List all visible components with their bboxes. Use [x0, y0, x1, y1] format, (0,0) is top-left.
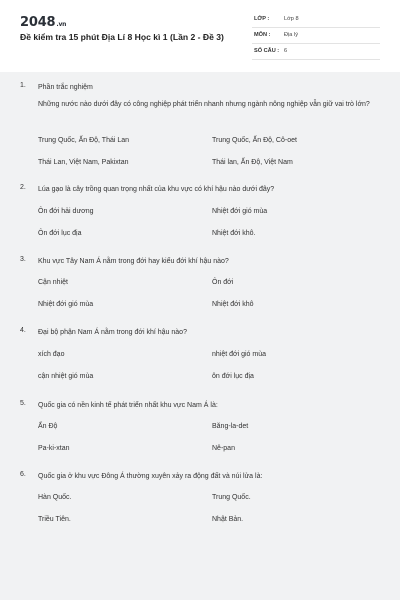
question-number: 2.: [20, 184, 26, 191]
question-text: Lúa gạo là cây trồng quan trọng nhất của khu vực có khí hậu nào dưới đây?: [38, 186, 275, 193]
answer-option[interactable]: Ôn đới hải dương: [38, 208, 94, 215]
answer-option[interactable]: Trung Quốc, Ấn Độ, Cô-oet: [212, 137, 297, 144]
header: [0, 0, 400, 73]
meta-row-class: [252, 12, 380, 28]
section-title: Phần trắc nghiệm: [38, 84, 93, 91]
question-number: 6.: [20, 471, 26, 478]
question-list: [0, 72, 400, 600]
answer-option[interactable]: Thái Lan, Việt Nam, Pakixtan: [38, 159, 129, 166]
answer-option[interactable]: ôn đới lục địa: [212, 373, 254, 380]
meta-key: LỚP :: [254, 16, 270, 22]
question-number: 5.: [20, 400, 26, 407]
answer-option[interactable]: Băng-la-det: [212, 423, 249, 430]
answer-option[interactable]: Nhật Bản.: [212, 516, 244, 523]
meta-value: Địa lý: [284, 32, 298, 38]
answer-option[interactable]: Ấn Độ: [38, 423, 58, 430]
logo-main: 2048: [20, 15, 56, 30]
answer-option[interactable]: nhiệt đới gió mùa: [212, 351, 267, 358]
answer-option[interactable]: Thái lan, Ấn Độ, Việt Nam: [212, 159, 293, 166]
answer-option[interactable]: Trung Quốc, Ấn Độ, Thái Lan: [38, 137, 130, 144]
exam-meta: [252, 12, 380, 60]
question-text: Đại bộ phận Nam Á nằm trong đới khí hậu nào?: [38, 329, 187, 336]
answer-option[interactable]: Nhiệt đới khô.: [212, 230, 256, 237]
meta-value: 6: [284, 48, 288, 54]
question-text: Khu vực Tây Nam Á nằm trong đới hay kiểu đới khí hậu nào?: [38, 258, 229, 265]
answer-option[interactable]: Trung Quốc.: [212, 494, 251, 501]
site-logo[interactable]: [20, 15, 66, 30]
answer-option[interactable]: xích đạo: [38, 351, 65, 358]
question-text: Quốc gia ở khu vực Đông Á thường xuyên xảy ra động đất và núi lửa là:: [38, 473, 263, 480]
answer-option[interactable]: Ôn đới: [212, 279, 234, 286]
answer-option[interactable]: Nhiệt đới gió mùa: [212, 208, 268, 215]
answer-option[interactable]: Nê-pan: [212, 445, 235, 452]
meta-value: Lớp 8: [284, 16, 299, 22]
exam-title: Đề kiểm tra 15 phút Địa Lí 8 Học kì 1 (Lần 2 - Đề 3): [20, 32, 224, 42]
question-number: 3.: [20, 256, 26, 263]
question-text: Quốc gia có nền kinh tế phát triển nhất khu vực Nam Á là:: [38, 402, 218, 409]
answer-option[interactable]: Triều Tiên.: [38, 516, 71, 523]
answer-option[interactable]: Ôn đới lục địa: [38, 230, 82, 237]
logo-suffix: .vn: [56, 21, 67, 28]
answer-option[interactable]: Cận nhiệt: [38, 279, 68, 286]
meta-row-count: [252, 44, 380, 60]
answer-option[interactable]: cận nhiệt gió mùa: [38, 373, 94, 380]
meta-key: MÔN :: [254, 32, 271, 38]
answer-option[interactable]: Pa-ki-xtan: [38, 445, 70, 452]
meta-key: SỐ CÂU :: [254, 48, 280, 54]
answer-option[interactable]: Hàn Quốc.: [38, 494, 72, 501]
meta-row-subject: [252, 28, 380, 44]
answer-option[interactable]: Nhiệt đới khô: [212, 301, 254, 308]
answer-option[interactable]: Nhiệt đới gió mùa: [38, 301, 94, 308]
question-number: 4.: [20, 327, 26, 334]
question-text: Những nước nào dưới đây có công nghiệp phát triển nhanh nhưng ngành nông nghiệp vẫn giữ vai trò lớn?: [38, 101, 370, 108]
section-number: 1.: [20, 82, 26, 89]
